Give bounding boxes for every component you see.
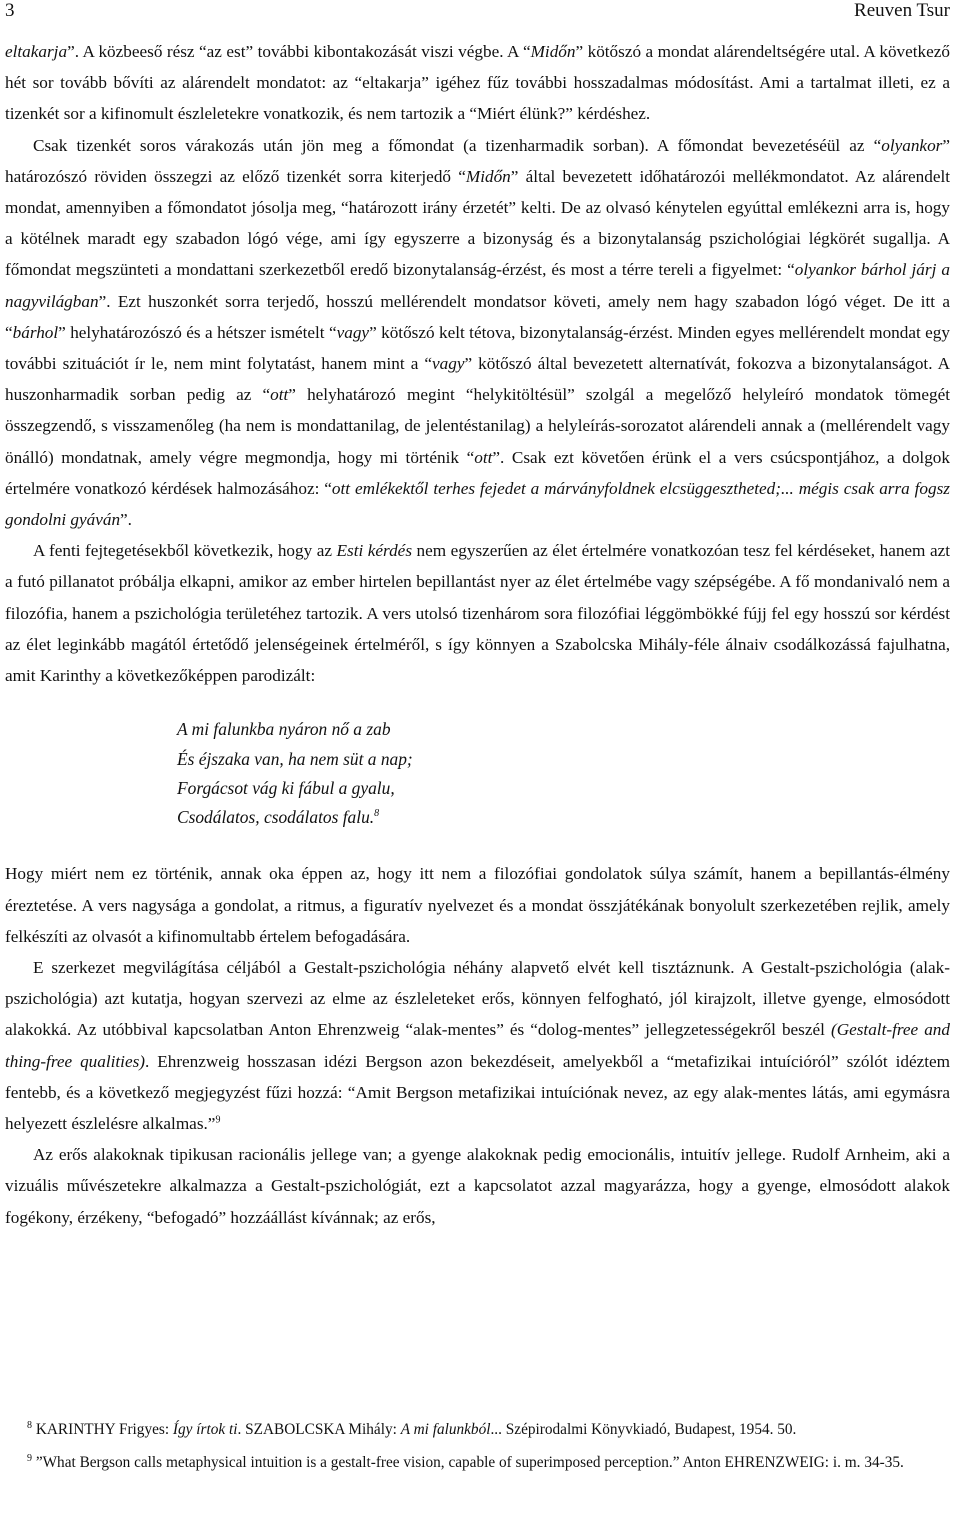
poem-line-last [177,803,950,832]
page-header [5,0,950,36]
italic-text: bárhol [12,322,59,342]
page-number: 3 [5,0,15,21]
paragraphs-after-poem [5,858,950,1232]
text-run: Csak tizenkét soros várakozás után jön meg a főmondat (a tizenharmadik sorban). A főmondat bevezetéséül az “ [33,135,882,155]
italic-text: olyankor [881,135,943,155]
italic-text: Esti kérdés [336,541,413,561]
text-run: ”. Csak ezt követően érünk el a vers csúcspontjához, a dolgok értelmére vonatkozó kérdések halmozásához: “ [5,447,950,498]
text-run: ” kötőszó által bevezetett alternatívát, fokozva a bizonytalanságot. A huszonharmadik sorban pedig az “ [5,354,950,405]
text-run: ”What Bergson calls metaphysical intuition is a gestalt-free vision, capable of superimposed perception.” Anton EHRENZWEIG: i. m. 34-35. [32,1454,904,1471]
text-run: Az erős alakoknak tipikusan racionális jellege van; a gyenge alakoknak pedig emocionális, intuitív jellege. Rudolf Arnheim, aki a vizuális művészetekre alkalmazza a Gestalt-pszichológiát, ezt a kapcsolatot azzal magyarázza, hogy a gyenge, elmosódott alakok fogékony, érzékeny, “befogadó” hozzáállást kívánnak; az erős, [5,1145,950,1227]
paragraph [5,130,950,536]
paragraph [5,952,950,1139]
text-run: ”. [120,510,132,530]
footnote-number: 9 [27,1452,32,1464]
paragraph [5,1139,950,1233]
footnote-ref[interactable]: 8 [374,808,380,820]
footnote-number: 8 [27,1419,32,1431]
text-run: ”. A közbeeső rész “az est” további kibontakozását viszi végbe. A “ [67,42,531,61]
text-run: ” helyhatározószó és a hétszer ismételt “ [58,322,337,342]
italic-text: (Gestalt-free and thing-free qualities) [5,1020,950,1071]
paragraph [5,535,950,691]
text-run: E szerkezet megvilágítása céljából a Gestalt-pszichológia néhány alapvető elvét kell tisztáznunk. A Gestalt-pszichológia (alak-pszichológia) azt kutatja, hogyan szervezi az elme az észleleteket erős, könnyen felfogható, jól kirajzolt, illetve gyenge, elmosódott alakokká. Az utóbbival kapcsolatban Anton Ehrenzweig “alak-mentes” és “dolog-mentes” jellegzetességekről beszél [5,958,950,1040]
text-run: nem egyszerűen az élet értelmére vonatkozóan tesz fel kérdéseket, hanem azt a futó pillanatot próbálja elkapni, amikor az ember hirtelen bepillantást nyer az élet értelmébe vagy szépségébe. A fő mondanivaló nem a filozófia, hanem a pszichológia területéhez tartozik. A vers utolsó tizenhárom sora filozófiai léggömbökké fújj fel egy hosszú sor kérdést az élet leginkább magától értetődő jelenségeinek értelméről, s így könnyen a Szabolcska Mihály-féle álnaiv csodálkozássá fajulhatna, amit Karinthy a következőképpen parodizált: [5,541,950,686]
text-run: ” határozószó röviden összegzi az előző tizenkét sorra kiterjedő “ [5,135,950,186]
italic-text: ott emlékektől terhes fejedet a márványfoldnek elcsüggesztheted;... mégis csak arra fogsz gondolni gyáván [5,478,950,530]
footnotes [5,1416,950,1476]
poem-line: Forgácsot vág ki fábul a gyalu, [177,777,395,798]
text-run: A fenti fejtegetésekből következik, hogy az [33,541,337,561]
text-run: ” kötőszó kelt tétova, bizonytalanság-érzést. Minden egyes mellérendelt mondat egy további szituációt ír le, nem mint folytatást, hanem mint a “ [5,322,950,374]
paragraph [5,858,950,952]
text-run: Hogy miért nem ez történik, annak oka éppen az, hogy itt nem a filozófiai gondolatok súlya számít, hanem a bepillantás-élmény éreztetése. A vers nagysága a gondolat, a ritmus, a figuratív nyelvezet és a mondat összjátékának bonyolult szerkezetében rejlik, amely felkészíti az olvasót a kifinomultabb értelem befogadására. [5,864,950,946]
text-run: . Ehrenzweig hosszasan idézi Bergson azon bekezdéseit, amelyekből a “metafizikai intuícióról” szólót idéztem fentebb, és a következő megjegyzést fűzi hozzá: “Amit Bergson metafizikai intuíciónak nevez, az egy alak-mentes látás, ami egymásra helyezett észlelésre alkalmas.” [5,1051,950,1134]
text-run: KARINTHY Frigyes: [32,1421,173,1438]
text-run: ... Szépirodalmi Könyvkiadó, Budapest, 1954. 50. [490,1421,797,1438]
italic-text: eltakarja [5,42,68,61]
poem-quote [177,715,950,832]
text-run: ” kötőszó a mondat alárendeltségére utal. A következő hét sor tovább bővíti az alárendelt mondatot: az “eltakarja” igéhez fűz további hosszadalmas módosítást. Ami a tartalmat illeti, ez a tizenkét sor a kifinomult észleletekre vonatkozik, és nem tartozik a “Miért élünk?” kérdéshez. [5,42,950,124]
running-head-author: Reuven Tsur [854,0,950,21]
paragraphs-before-poem [5,36,950,691]
poem-line: És éjszaka van, ha nem süt a nap; [177,748,413,769]
italic-text: olyankor bárhol járj a nagyvilágban [5,260,950,311]
text-run: ” helyhatározó megint “helykitöltésül” szolgál a megelőző helyleíró mondatok tömegét összegzendő, s visszamenőleg (ha nem is mondattanilag, de jelentéstanilag) a helyleírás-sorozatot alárendeli annak a (mellérendelt vagy önálló) mondatnak, amely végre megmondja, hogy mi történik “ [5,385,950,467]
poem-line-text: Csodálatos, csodálatos falu. [177,807,375,828]
italic-text: ott [474,447,493,467]
paragraph [5,36,950,130]
text-run: ”. Ezt huszonkét sorra terjedő, hosszú mellérendelt mondatsor követi, amely nem hagy szabadon lógó véget. De itt a “ [5,291,950,342]
text-run: ” által bevezetett időhatározói mellékmondatot. Az alárendelt mondat, amennyiben a főmondatot jósolja meg, “határozott irány érzetét” kelti. De az olvasó kénytelen egyúttal emlékezni arra is, hogy a kötélnek maradt egy szabadon lógó vége, ami így egyszerre a bizonyság és a bizonytalanság pszichológiai légkörét sugallja. A főmondat megszünteti a mondattani szerkezetből eredő bizonytalanság-érzést, és most a térre tereli a figyelmet: “ [5,166,950,280]
footnote-ref[interactable]: 9 [215,1114,221,1126]
italic-text: Midőn [530,42,576,61]
italic-text: Így írtok ti [172,1421,238,1438]
italic-text: vagy [336,322,370,342]
body-text [5,36,950,1233]
italic-text: vagy [432,354,465,374]
text-run: . SZABOLCSKA Mihály: [237,1421,401,1438]
italic-text: ott [270,385,289,405]
footnote [5,1449,950,1476]
italic-text: Midőn [465,166,511,186]
poem-line: A mi falunkba nyáron nő a zab [177,719,391,740]
italic-text: A mi falunkból [400,1421,491,1438]
footnote [5,1416,950,1443]
